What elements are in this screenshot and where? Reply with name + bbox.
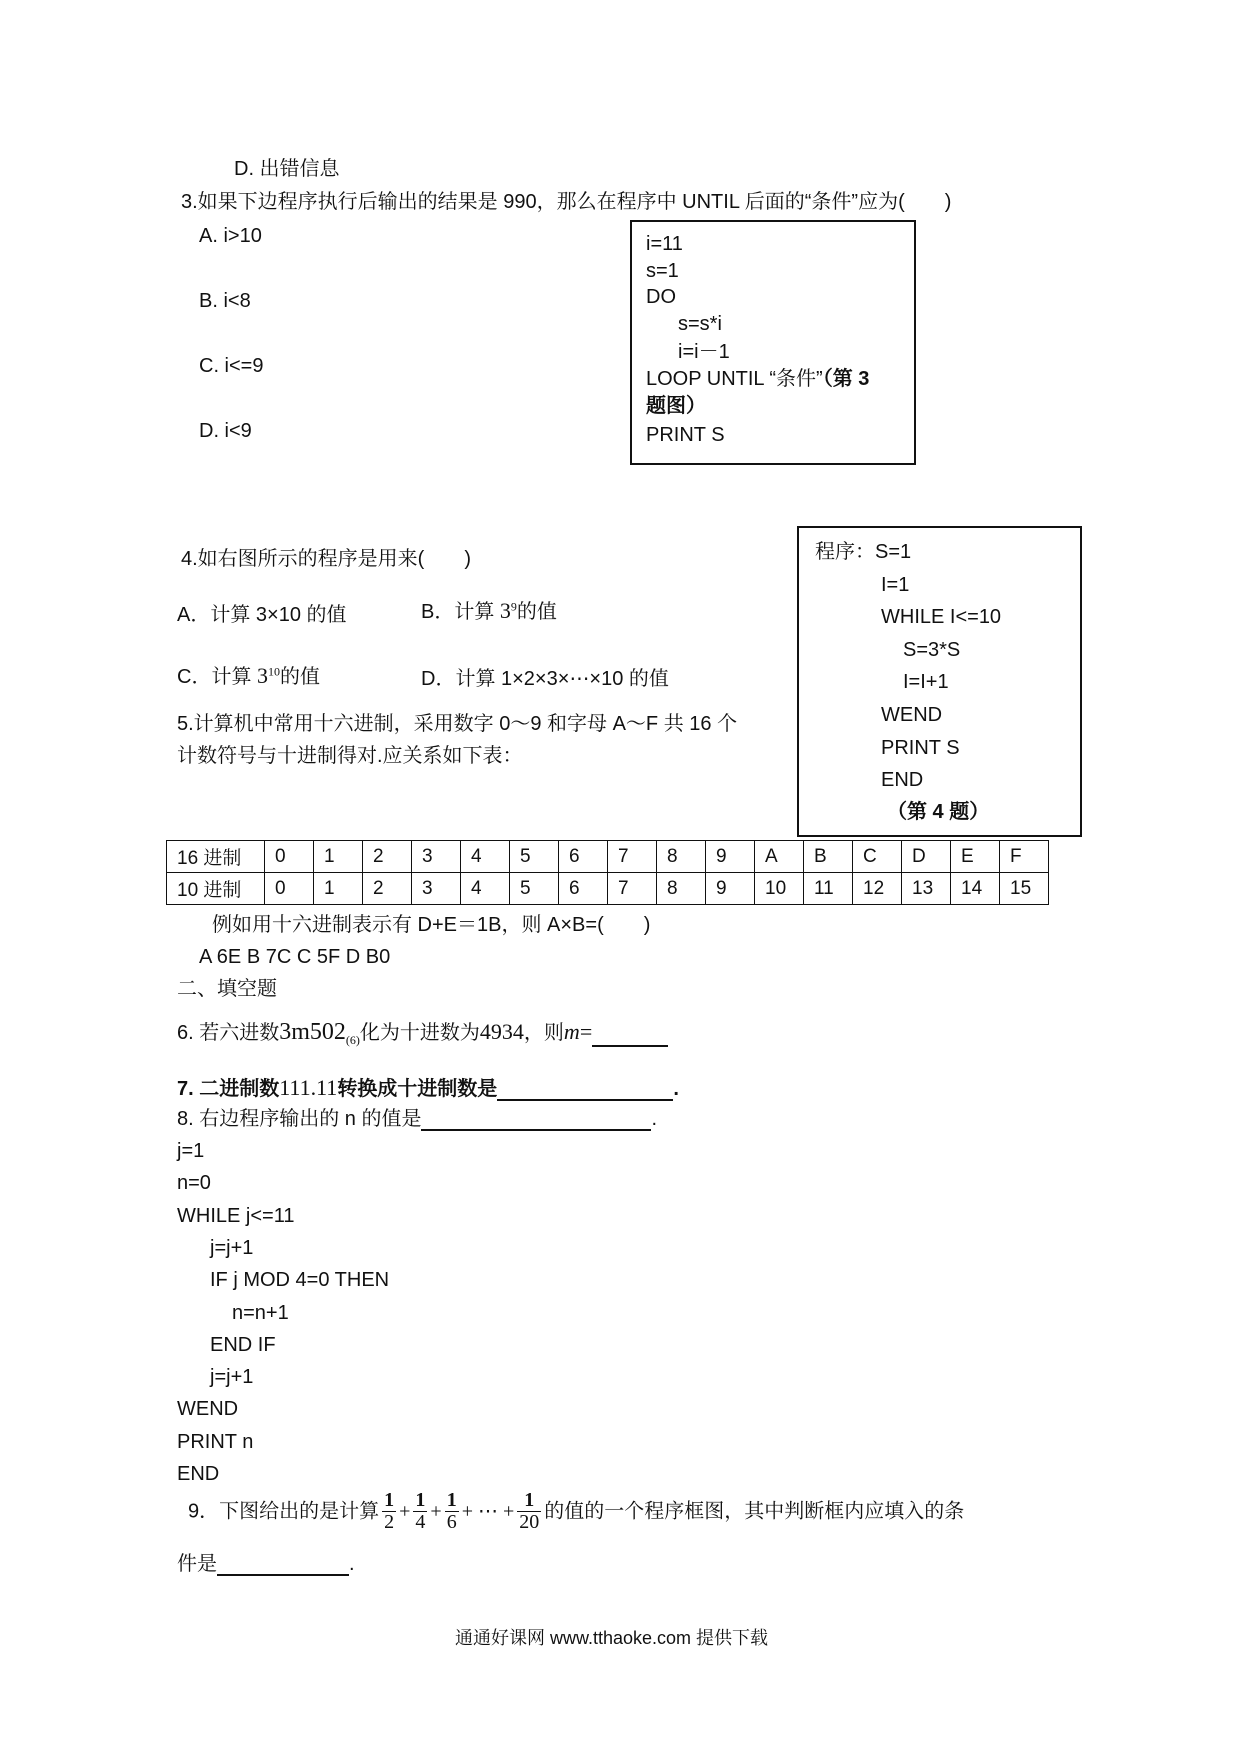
- table-cell: 3: [412, 873, 461, 905]
- code-line: WEND: [881, 704, 943, 726]
- q5-example: 例如用十六进制表示有 D+E＝1B，则 A×B=( ): [212, 914, 651, 936]
- q2-option-d: D. 出错信息: [234, 158, 340, 180]
- table-cell: 4: [461, 873, 510, 905]
- code-line: s=s*i: [678, 313, 722, 335]
- code-line: j=j+1: [210, 1366, 254, 1388]
- code-line: WEND: [177, 1398, 239, 1420]
- table-cell: 9: [706, 873, 755, 905]
- table-cell: 2: [363, 873, 412, 905]
- answer-blank[interactable]: [421, 1108, 651, 1131]
- table-cell: 7: [608, 873, 657, 905]
- table-cell: 11: [804, 873, 853, 905]
- code-line: WHILE j<=11: [177, 1205, 295, 1227]
- table-cell: 1: [314, 841, 363, 873]
- table-cell: 8: [657, 873, 706, 905]
- q4-option-a: A．计算 3×10 的值: [177, 604, 347, 626]
- answer-blank[interactable]: [217, 1553, 349, 1576]
- q9-line1: 9．下图给出的是计算 $\frac{1}{2}$ + $\frac{1}{4}$ + $\frac{1}{6}$ + ⋯ + $\frac{1}{20}$ 的值的一个程序框图，其中判断框内应填入的条: [188, 1489, 965, 1533]
- fraction: $\frac{1}{2}$: [384, 1489, 395, 1533]
- code-line: LOOP UNTIL “条件”: [646, 368, 823, 390]
- table-header-cell: 10 进制: [167, 873, 265, 905]
- table-row: [167, 841, 1049, 873]
- q4-stem: 4.如右图所示的程序是用来( ): [181, 548, 471, 570]
- fraction: $\frac{1}{6}$: [446, 1489, 457, 1533]
- q4-option-b: B．计算 $3^9$的值: [421, 598, 557, 623]
- table-row: [167, 873, 1049, 905]
- q4-option-d: D．计算 1×2×3×⋯×10 的值: [421, 668, 669, 690]
- q3-stem: 3.如果下边程序执行后输出的结果是 990，那么在程序中 UNTIL 后面的“条件”应为( ): [181, 191, 952, 213]
- table-cell: 2: [363, 841, 412, 873]
- table-cell: C: [853, 841, 902, 873]
- code-line: i=11: [646, 233, 683, 255]
- q5-options: A 6E B 7C C 5F D B0: [199, 946, 391, 968]
- table-cell: D: [902, 841, 951, 873]
- table-cell: 3: [412, 841, 461, 873]
- answer-blank[interactable]: [592, 1024, 668, 1047]
- code-line: I=I+1: [903, 671, 949, 693]
- code-line: S=3*S: [903, 639, 961, 661]
- table-cell: F: [1000, 841, 1049, 873]
- q6: 6. 若六进数$3m502_{(6)}$化为十进数为4934，则m=: [177, 1018, 668, 1047]
- code-line: DO: [646, 286, 676, 308]
- code-line: n=n+1: [232, 1302, 289, 1324]
- q4-option-c: C．计算 $3^{10}$的值: [177, 663, 320, 688]
- table-header-cell: 16 进制: [167, 841, 265, 873]
- code-line: I=1: [881, 574, 910, 596]
- table-cell: 14: [951, 873, 1000, 905]
- table-cell: 5: [510, 873, 559, 905]
- table-cell: 7: [608, 841, 657, 873]
- q8-stem: 8. 右边程序输出的 n 的值是 .: [177, 1108, 658, 1130]
- table-cell: A: [755, 841, 804, 873]
- code-line: s=1: [646, 260, 679, 282]
- code-line: END IF: [210, 1334, 276, 1356]
- figure-caption: （第 3: [822, 368, 870, 390]
- code-line: n=0: [177, 1172, 211, 1194]
- table-cell: 12: [853, 873, 902, 905]
- table-cell: 9: [706, 841, 755, 873]
- table-cell: 6: [559, 873, 608, 905]
- table-cell: 0: [265, 841, 314, 873]
- table-cell: 0: [265, 873, 314, 905]
- table-cell: 8: [657, 841, 706, 873]
- q3-option-a: A. i>10: [199, 225, 262, 247]
- code-line: j=j+1: [210, 1237, 254, 1259]
- q5-stem-line2: 计数符号与十进制得对.应关系如下表：: [177, 745, 523, 767]
- table-cell: 6: [559, 841, 608, 873]
- table-cell: 15: [1000, 873, 1049, 905]
- answer-blank[interactable]: [497, 1078, 673, 1101]
- page-footer: 通通好课网 www.tthaoke.com 提供下载: [455, 1628, 769, 1648]
- table-cell: B: [804, 841, 853, 873]
- q7: 7. 二进制数111.11转换成十进制数是 .: [177, 1075, 679, 1100]
- q3-option-c: C. i<=9: [199, 355, 264, 377]
- section-title: 二、填空题: [177, 978, 277, 1000]
- code-line: j=1: [177, 1140, 205, 1162]
- q3-program-box: [630, 220, 916, 465]
- code-line: PRINT S: [881, 737, 960, 759]
- code-line: PRINT S: [646, 424, 725, 446]
- code-line: PRINT n: [177, 1431, 254, 1453]
- code-line: END: [177, 1463, 220, 1485]
- q4-program-box: [797, 526, 1082, 837]
- code-line: WHILE I<=10: [881, 606, 1002, 628]
- code-line: 程序：S=1: [815, 541, 912, 563]
- figure-caption: （第 4 题）: [887, 801, 990, 823]
- table-cell: E: [951, 841, 1000, 873]
- q5-stem-line1: 5.计算机中常用十六进制，采用数字 0～9 和字母 A～F 共 16 个: [177, 713, 738, 735]
- hex-decimal-table: [166, 840, 1049, 905]
- figure-caption: 题图）: [646, 395, 706, 417]
- code-line: i=i－1: [678, 341, 730, 363]
- table-cell: 1: [314, 873, 363, 905]
- code-line: END: [881, 769, 924, 791]
- q3-option-d: D. i<9: [199, 420, 252, 442]
- q9-line2: 件是 .: [177, 1553, 355, 1575]
- table-cell: 13: [902, 873, 951, 905]
- code-line: IF j MOD 4=0 THEN: [210, 1269, 390, 1291]
- table-cell: 10: [755, 873, 804, 905]
- table-cell: 5: [510, 841, 559, 873]
- fraction: $\frac{1}{4}$: [415, 1489, 426, 1533]
- q3-option-b: B. i<8: [199, 290, 251, 312]
- fraction: $\frac{1}{20}$: [519, 1489, 540, 1533]
- table-cell: 4: [461, 841, 510, 873]
